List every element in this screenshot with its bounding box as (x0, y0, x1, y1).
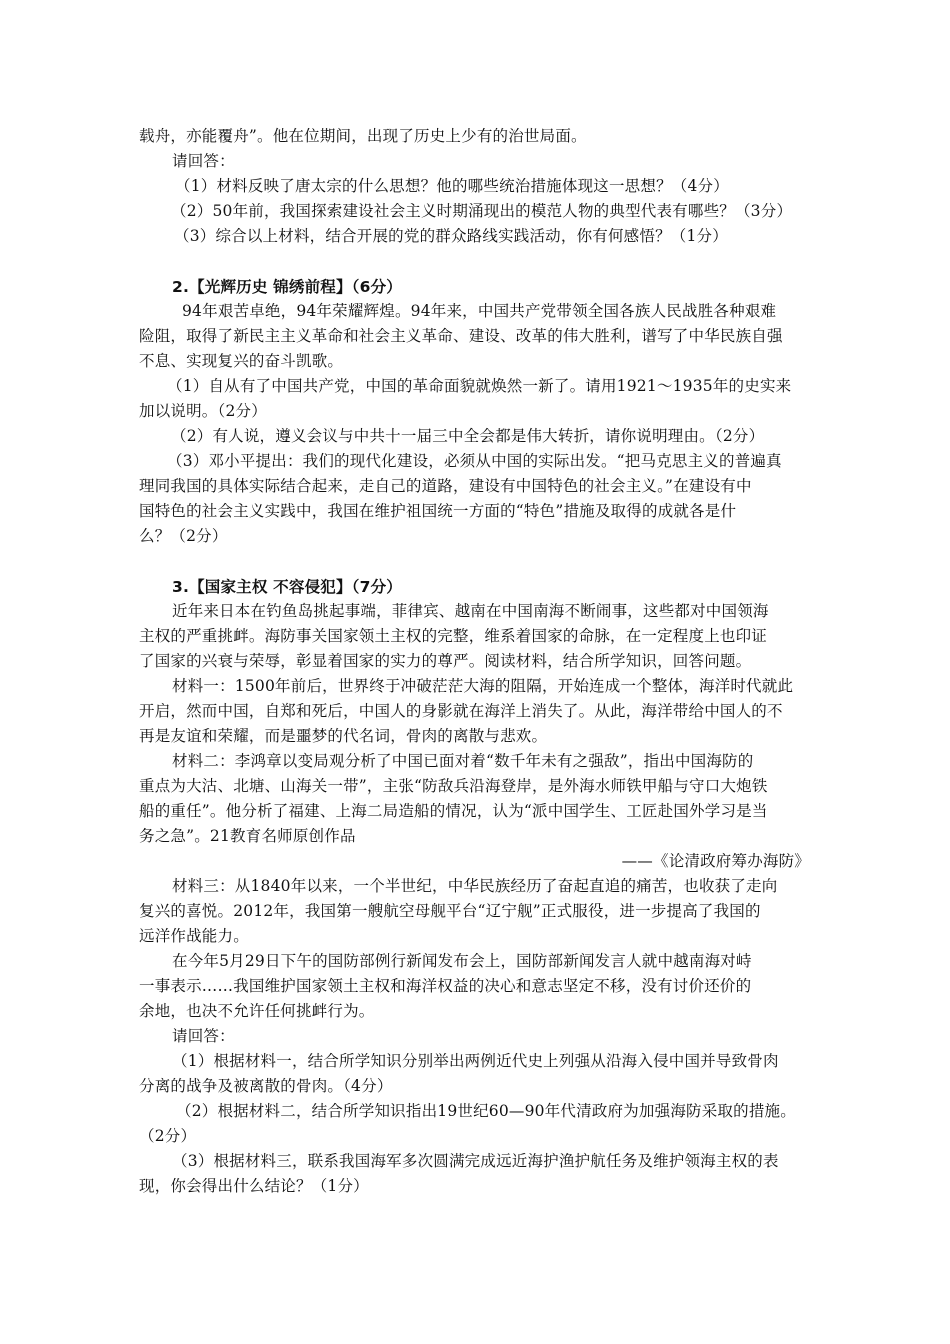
paragraph-line: 主权的严重挑衅。海防事关国家领土主权的完整，维系着国家的命脉，在一定程度上也印证 (139, 627, 768, 645)
material-line: 再是友谊和荣耀，而是噩梦的代名词，骨肉的离散与悲欢。 (139, 727, 548, 745)
paragraph-line: 不息、实现复兴的奋斗凯歌。 (139, 352, 344, 370)
material-line: 材料二：李鸿章以变局观分析了中国已面对着“数千年未有之强敌”，指出中国海防的 (172, 752, 754, 770)
paragraph-line: 近年来日本在钓鱼岛挑起事端，菲律宾、越南在中国南海不断闹事，这些都对中国领海 (172, 602, 769, 620)
paragraph-line: 了国家的兴衰与荣辱，彰显着国家的实力的尊严。阅读材料，结合所学知识，回答问题。 (139, 652, 752, 670)
question-line: （1）材料反映了唐太宗的什么思想？他的哪些统治措施体现这一思想？（4分） (175, 177, 729, 195)
question-line: 么？（2分） (139, 527, 228, 545)
material-line: 重点为大沽、北塘、山海关一带”，主张“防敌兵沿海登岸，是外海水师铁甲船与守口大炮铁 (139, 777, 768, 795)
material-line: 材料一：1500年前后，世界终于冲破茫茫大海的阻隔，开始连成一个整体，海洋时代就此 (172, 677, 794, 695)
material-line: 材料三：从1840年以来，一个半世纪，中华民族经历了奋起直追的痛苦，也收获了走向 (172, 877, 778, 895)
text-line: 请回答： (172, 1027, 235, 1045)
question-line: （3）邓小平提出：我们的现代化建设，必须从中国的实际出发。“把马克思主义的普遍真 (167, 452, 782, 470)
question-line: 理同我国的具体实际结合起来，走自己的道路，建设有中国特色的社会主义。”在建设有中 (139, 477, 752, 495)
paragraph-line: 在今年5月29日下午的国防部例行新闻发布会上，国防部新闻发言人就中越南海对峙 (172, 952, 752, 970)
material-line: 复兴的喜悦。2012年，我国第一艘航空母舰平台“辽宁舰”正式服役，进一步提高了我国的 (139, 902, 761, 920)
text-line: 载舟，亦能覆舟”。他在位期间，出现了历史上少有的治世局面。 (139, 127, 587, 145)
section-heading: 2.【光辉历史 锦绣前程】（6分） (172, 278, 403, 296)
question-line: （2）根据材料二，结合所学知识指出19世纪60—90年代清政府为加强海防采取的措施。 (176, 1102, 796, 1120)
material-line: 务之急”。21教育名师原创作品 (139, 827, 356, 845)
paragraph-line: 一事表示……我国维护国家领土主权和海洋权益的决心和意志坚定不移，没有讨价还价的 (139, 977, 752, 995)
paragraph-line: 94年艰苦卓绝，94年荣耀辉煌。94年来，中国共产党带领全国各族人民战胜各种艰难 (182, 302, 777, 320)
material-line: 开启，然而中国，自郑和死后，中国人的身影就在海洋上消失了。从此，海洋带给中国人的不 (139, 702, 783, 720)
material-line: 船的重任”。他分析了福建、上海二局造船的情况，认为“派中国学生、工匠赴国外学习是当 (139, 802, 768, 820)
question-line: 国特色的社会主义实践中，我国在维护祖国统一方面的“特色”措施及取得的成就各是什 (139, 502, 737, 520)
question-line: （1）自从有了中国共产党，中国的革命面貌就焕然一新了。请用1921～1935年的史实来 (167, 377, 792, 395)
question-line: 加以说明。（2分） (139, 402, 267, 420)
material-line: 远洋作战能力。 (139, 927, 249, 945)
section-heading: 3.【国家主权 不容侵犯】（7分） (172, 578, 403, 596)
question-line: （1）根据材料一，结合所学知识分别举出两例近代史上列强从沿海入侵中国并导致骨肉 (172, 1052, 779, 1070)
question-line: （2）有人说，遵义会议与中共十一届三中全会都是伟大转折，请你说明理由。（2分） (171, 427, 765, 445)
source-citation: ——《论清政府筹办海防》 (621, 852, 810, 870)
question-line: 分离的战争及被离散的骨肉。（4分） (139, 1077, 393, 1095)
paragraph-line: 余地，也决不允许任何挑衅行为。 (139, 1002, 375, 1020)
question-line: （2）50年前，我国探索建设社会主义时期涌现出的模范人物的典型代表有哪些？（3分） (171, 202, 793, 220)
question-line: （2分） (139, 1127, 197, 1145)
question-line: （3）根据材料三，联系我国海军多次圆满完成远近海护渔护航任务及维护领海主权的表 (172, 1152, 779, 1170)
text-line: 请回答： (172, 152, 235, 170)
paragraph-line: 险阻，取得了新民主主义革命和社会主义革命、建设、改革的伟大胜利，谱写了中华民族自强 (139, 327, 783, 345)
question-line: （3）综合以上材料，结合开展的党的群众路线实践活动，你有何感悟？（1分） (174, 227, 728, 245)
question-line: 现，你会得出什么结论？（1分） (139, 1177, 369, 1195)
